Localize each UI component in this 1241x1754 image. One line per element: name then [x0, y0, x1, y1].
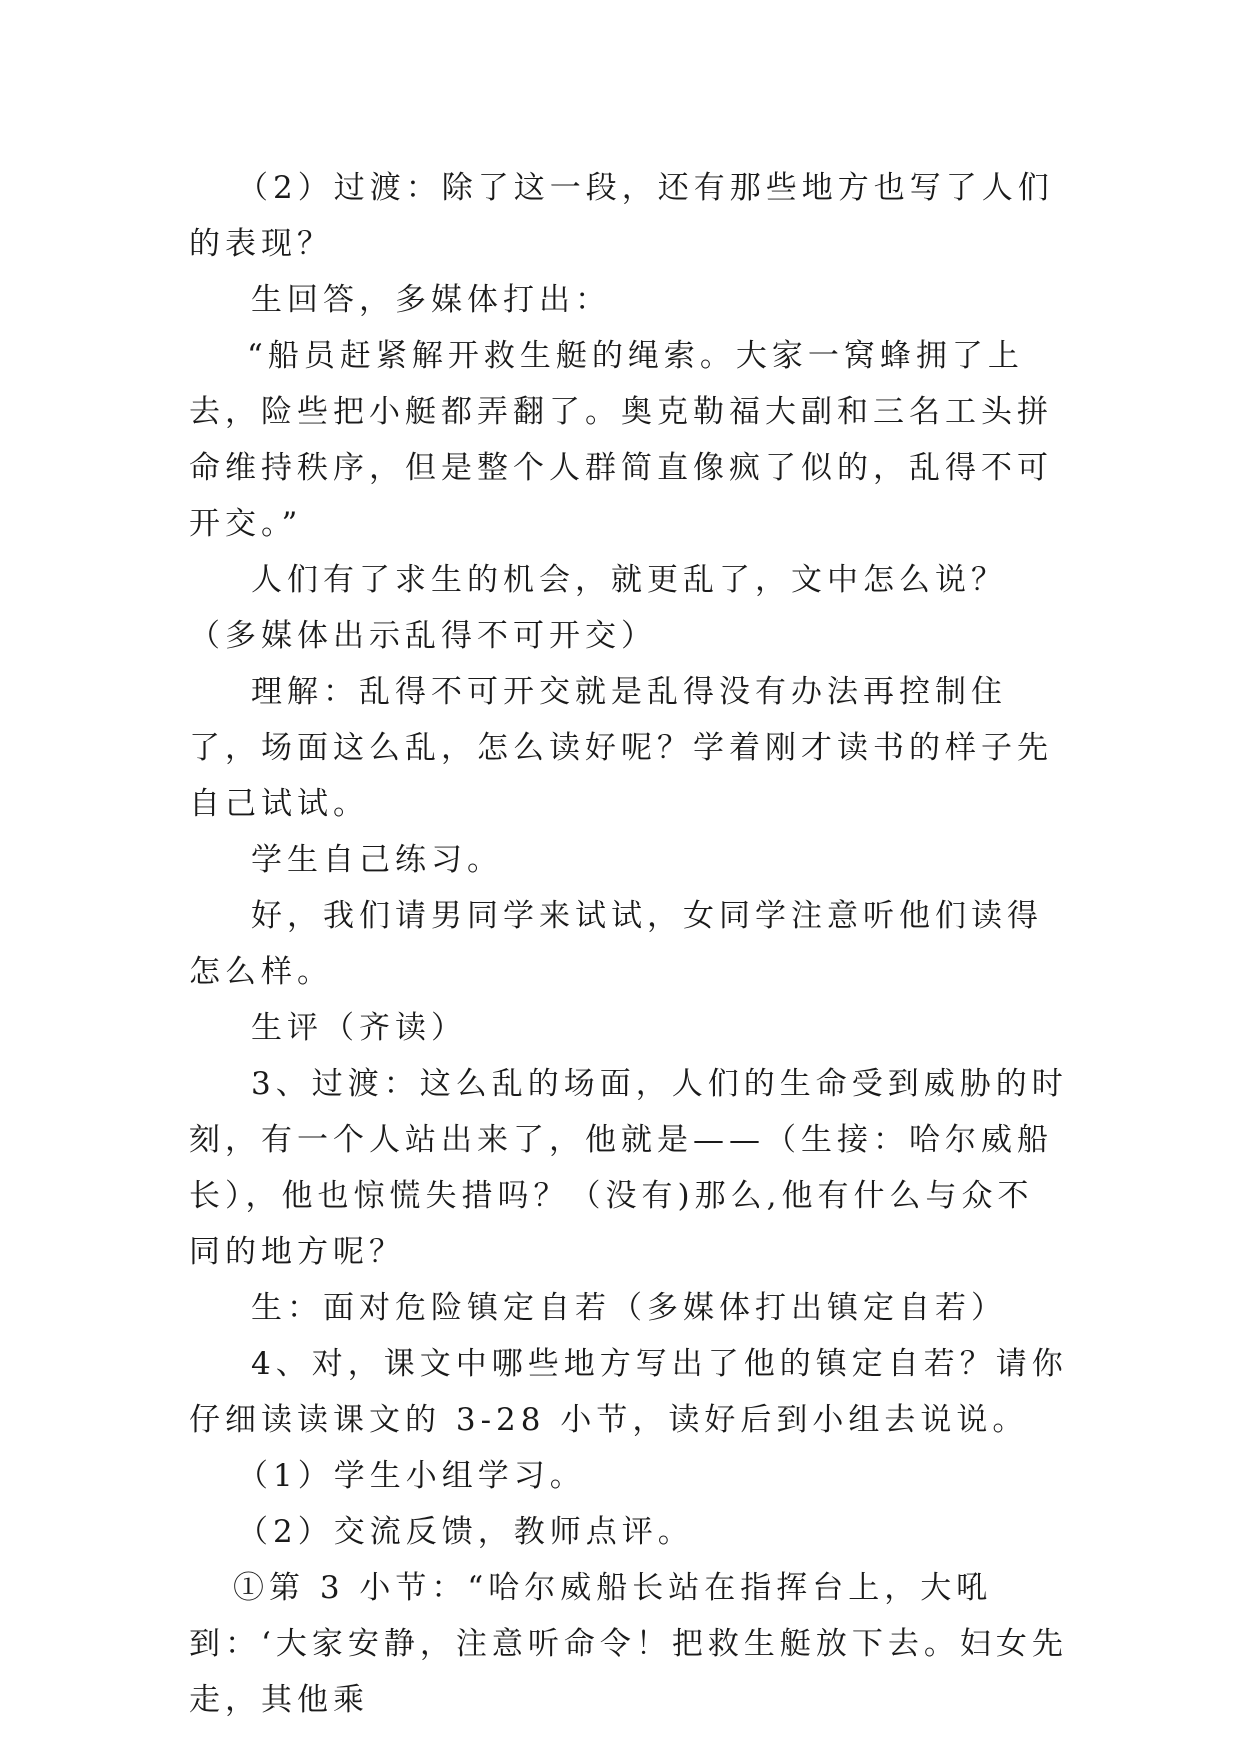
- paragraph-feedback: （2）交流反馈，教师点评。: [237, 1514, 694, 1550]
- paragraph-understanding: 理解：乱得不可开交就是乱得没有办法再控制住了，场面这么乱，怎么读好呢？学着刚才读书的样子先自己试试。: [189, 674, 1053, 822]
- paragraph-step-4: 4、对，课文中哪些地方写出了他的镇定自若？请你仔细读读课文的 3-28 小节，读好后到小组去说说。: [189, 1346, 1068, 1438]
- paragraph-transition-3: 3、过渡：这么乱的场面，人们的生命受到威胁的时刻，有一个人站出来了，他就是——（生接：哈尔威船长），他也惊慌失措吗？（没有)那么,他有什么与众不同的地方呢？: [189, 1066, 1068, 1270]
- paragraph-section-3-quote: ①第 3 小节：“哈尔威船长站在指挥台上，大吼到：‘大家安静，注意听命令！把救生艇放下去。妇女先走，其他乘: [189, 1570, 1068, 1718]
- paragraph-group-study: （1）学生小组学习。: [237, 1458, 586, 1494]
- paragraph-question-chaos: 人们有了求生的机会，就更乱了，文中怎么说？（多媒体出示乱得不可开交）: [189, 562, 1007, 654]
- paragraph-student-answer: 生回答，多媒体打出：: [251, 282, 611, 318]
- paragraph-transition-2: （2）过渡：除了这一段，还有那些地方也写了人们的表现？: [189, 170, 1054, 262]
- paragraph-self-practice: 学生自己练习。: [251, 842, 503, 878]
- document-body: [189, 160, 1069, 1728]
- paragraph-quote-crew: “船员赶紧解开救生艇的绳索。大家一窝蜂拥了上去，险些把小艇都弄翻了。奥克勒福大副和三名工头拼命维持秩序，但是整个人群简直像疯了似的，乱得不可开交。”: [189, 338, 1053, 542]
- paragraph-boys-read: 好，我们请男同学来试试，女同学注意听他们读得怎么样。: [189, 898, 1043, 990]
- paragraph-composed: 生：面对危险镇定自若（多媒体打出镇定自若）: [251, 1290, 1007, 1326]
- paragraph-student-review: 生评（齐读）: [251, 1010, 467, 1046]
